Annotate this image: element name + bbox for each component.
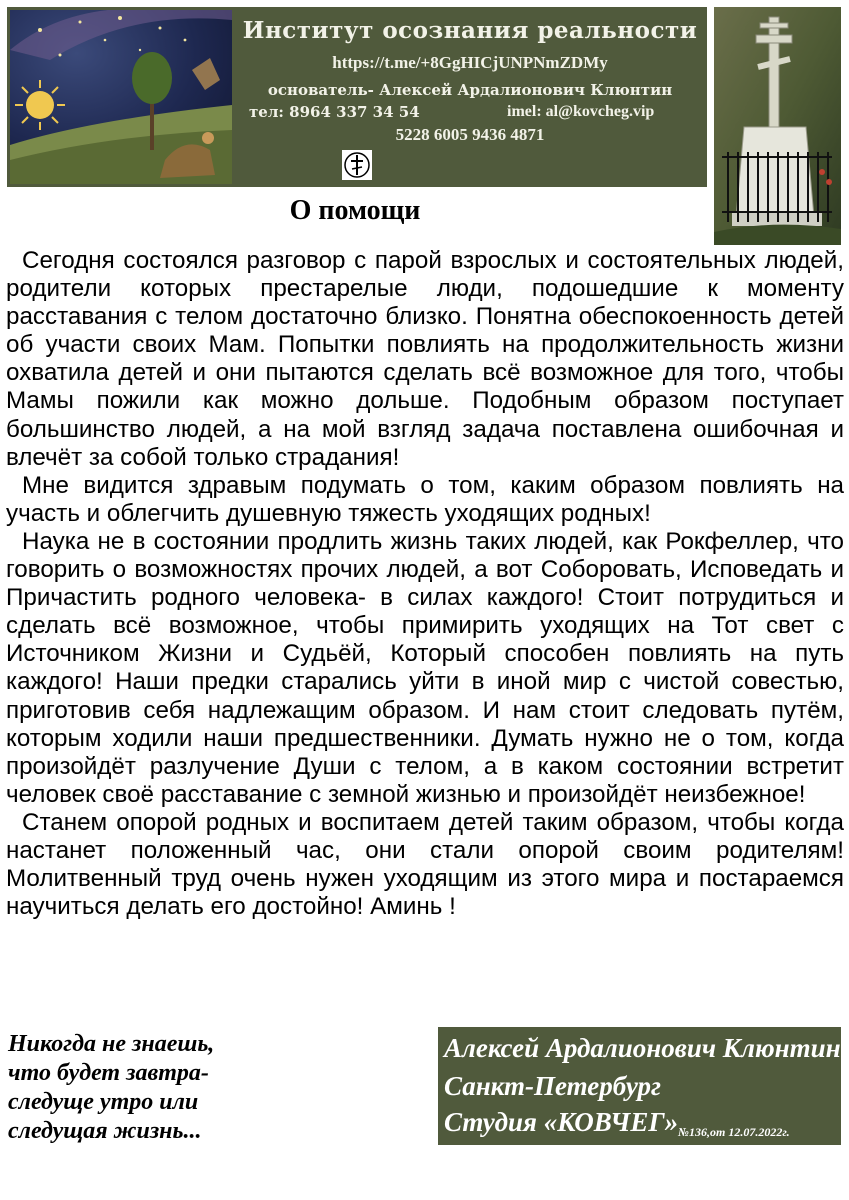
motto-line: следуще утро или bbox=[8, 1089, 199, 1115]
motto bbox=[8, 1030, 278, 1146]
telegram-link[interactable]: https://t.me/+8GgHICjUNPNmZDMy bbox=[332, 53, 608, 72]
header-banner bbox=[7, 7, 707, 187]
cross-emblem-icon bbox=[342, 150, 372, 180]
phone-line: тел: 8964 337 34 54 bbox=[249, 103, 420, 121]
motto-line: Никогда не знаешь, bbox=[8, 1031, 215, 1057]
paragraph: Сегодня состоялся разговор с парой взрослых и состоятельных людей, родители которых престарелые люди, подошедшие к моменту расставания с телом достаточно близко. Понятна обеспокоенность детей об участи своих Мам. Попытки повлиять на продолжительность жизни охватила детей и они пытаются сделать всё возможное для того, чтобы Мамы пожили как можно дольше. Подобным образом поступает большинство людей, а на мой взгляд задача поставлена ошибочная и влечёт за собой только страдания! bbox=[6, 247, 844, 471]
email-line[interactable]: imel: al@kovcheg.vip bbox=[507, 103, 655, 120]
institute-title: Институт осознания реальности bbox=[242, 17, 698, 44]
page-title: О помощи bbox=[289, 195, 421, 226]
paragraph: Наука не в состоянии продлить жизнь таких людей, как Рокфеллер, что говорить о возможностях прочих людей, а вот Соборовать, Исповедать и Причастить родного человека- в силах каждого! Стоит потрудиться и сделать всё возможное, чтобы примирить уходящих на Тот свет с Источником Жизни и Судьёй, Который способен повлиять на путь каждого! Наши предки старались уйти в иной мир с чистой совестью, приготовив себя надлежащим образом. И нам стоит следовать путём, которым ходили наши предшественники. Думать нужно не о том, когда произойдёт разлучение Души с телом, а в каком состоянии встретит человек своё расставание с земной жизнью и произойдёт неизбежное! bbox=[6, 527, 844, 808]
header-text-block bbox=[239, 7, 701, 187]
article-body bbox=[6, 247, 844, 921]
grave-cross-image bbox=[714, 7, 841, 245]
motto-line: следущая жизнь... bbox=[8, 1118, 202, 1144]
paragraph: Мне видится здравым подумать о том, каким образом повлиять на участь и облегчить душевную тяжесть уходящих родных! bbox=[6, 471, 844, 527]
card-number: 5228 6005 9436 4871 bbox=[395, 125, 545, 144]
signature-box bbox=[438, 1027, 841, 1145]
issue-number: №136,от 12.07.2022г. bbox=[678, 1125, 790, 1139]
author-city: Санкт-Петербург bbox=[444, 1071, 661, 1101]
author-name: Алексей Ардалионович Клюнтин bbox=[444, 1033, 841, 1063]
paragraph: Станем опорой родных и воспитаем детей таким образом, чтобы когда настанет положенный час, они стали опорой своим родителям! Молитвенный труд очень нужен уходящим из этого мира и постараемся научиться делать его достойно! Аминь ! bbox=[6, 808, 844, 921]
studio-name: Студия «КОВЧЕГ» bbox=[444, 1107, 679, 1137]
motto-line: что будет завтра- bbox=[8, 1060, 209, 1086]
flammarion-engraving-image bbox=[10, 10, 232, 184]
founder-line: основатель- Алексей Ардалионович Клюнтин bbox=[267, 81, 673, 99]
